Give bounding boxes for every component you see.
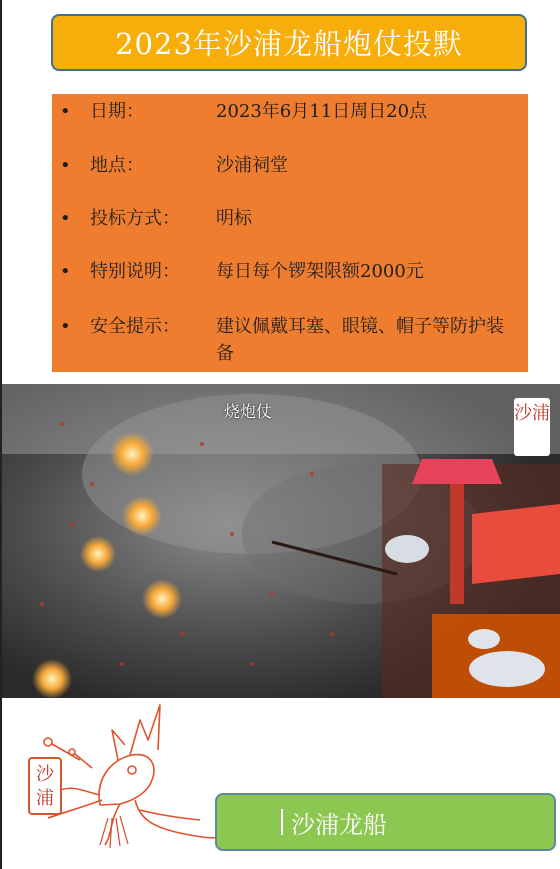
info-label: 安全提示：	[90, 316, 180, 337]
bullet-icon: •	[60, 316, 71, 337]
info-value: 每日每个锣架限额2000元	[216, 261, 424, 282]
info-value: 沙浦祠堂	[216, 155, 288, 176]
info-value: 建议佩戴耳塞、眼镜、帽子等防护装备	[216, 316, 504, 364]
info-value: 明标	[216, 208, 252, 229]
bullet-icon: •	[60, 101, 71, 122]
poster-title-text: 2023年沙浦龙船炮仗投默	[115, 27, 463, 61]
bullet-icon: •	[60, 261, 71, 282]
seal-stamp	[514, 398, 550, 456]
info-label: 地点：	[90, 155, 144, 176]
brand-divider	[281, 809, 283, 835]
bullet-icon: •	[60, 155, 71, 176]
firecracker-scene-image	[2, 384, 560, 698]
dragon-head-illustration	[40, 700, 240, 850]
bullet-icon: •	[60, 208, 71, 229]
info-label: 特别说明：	[90, 261, 180, 282]
info-value: 2023年6月11日周日20点	[216, 101, 428, 122]
brand-name: 沙浦龙船	[291, 810, 387, 839]
brand-box	[215, 793, 556, 851]
info-label: 投标方式：	[90, 208, 180, 229]
info-label: 日期：	[90, 101, 144, 122]
seal-text-bottom: 沙浦	[36, 764, 54, 809]
poster-title	[51, 14, 527, 71]
info-panel	[52, 94, 528, 372]
firecracker-photo	[2, 384, 560, 698]
seal-text: 沙浦	[514, 403, 550, 424]
photo-caption: 烧炮仗	[224, 402, 273, 421]
